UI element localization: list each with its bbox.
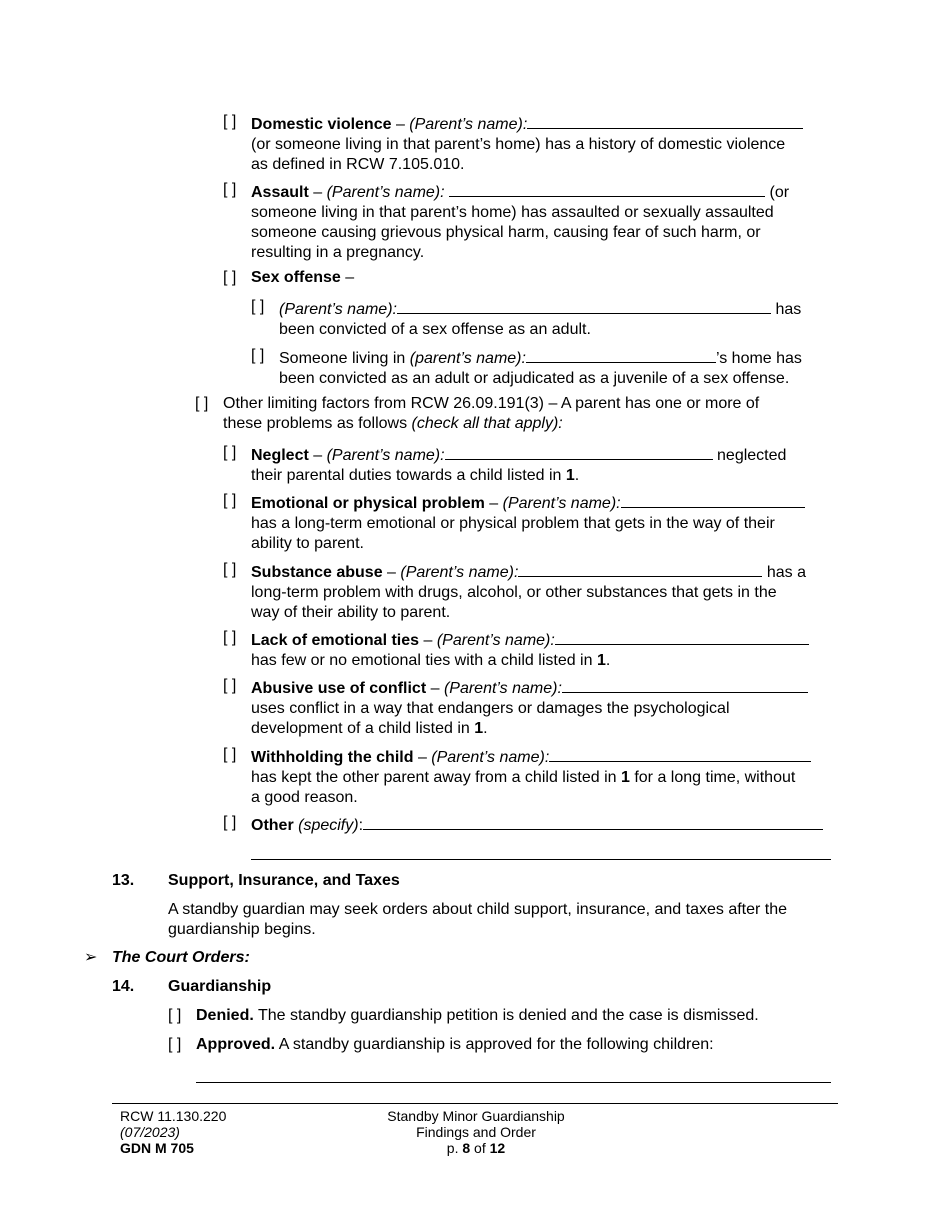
parent-name-field-withholding[interactable] <box>549 745 811 762</box>
checkbox-abusive-conflict[interactable]: [ ] <box>223 677 237 694</box>
parent-name-field-household[interactable] <box>526 346 716 363</box>
footer-page: p. 8 of 12 <box>446 1140 506 1156</box>
checkbox-lack-emotional-ties[interactable]: [ ] <box>223 629 237 646</box>
parent-name-field-ties[interactable] <box>555 628 809 645</box>
parent-name-field-assault[interactable] <box>449 180 765 197</box>
checkbox-sex-offense-household[interactable]: [ ] <box>251 347 265 364</box>
checkbox-withholding-child[interactable]: [ ] <box>223 746 237 763</box>
label-abusive-conflict: Abusive use of conflict <box>251 680 427 697</box>
section-13-title: Support, Insurance, and Taxes <box>168 872 400 889</box>
parent-name-field-conflict[interactable] <box>562 676 808 693</box>
label-sex-offense: Sex offense <box>251 269 341 286</box>
footer-date: (07/2023) <box>120 1124 180 1140</box>
section-14-title: Guardianship <box>168 978 272 995</box>
label-approved: Approved. <box>196 1036 276 1053</box>
checkbox-domestic-violence[interactable]: [ ] <box>223 113 237 130</box>
footer-center <box>346 1108 606 1156</box>
section-13-number: 13. <box>112 872 135 889</box>
label-other: Other <box>251 817 294 834</box>
other-specify-line-2[interactable] <box>251 859 831 860</box>
court-orders-heading: The Court Orders: <box>112 949 250 966</box>
parent-name-field-emotional[interactable] <box>621 491 805 508</box>
footer-left <box>120 1108 226 1156</box>
checkbox-other-limiting-factors[interactable]: [ ] <box>195 395 209 412</box>
footer-rcw: RCW 11.130.220 <box>120 1108 227 1124</box>
checkbox-sex-offense[interactable]: [ ] <box>223 269 237 286</box>
checkbox-substance-abuse[interactable]: [ ] <box>223 561 237 578</box>
parent-name-field-sex-offense[interactable] <box>397 297 771 314</box>
checkbox-denied[interactable]: [ ] <box>168 1007 182 1024</box>
label-denied: Denied. <box>196 1007 254 1024</box>
section-13-body: A standby guardian may seek orders about child support, insurance, and taxes after the guardianship begins. <box>168 901 788 938</box>
checkbox-approved[interactable]: [ ] <box>168 1036 182 1053</box>
court-orders-bullet: ➢ <box>84 949 98 966</box>
footer-title-2: Findings and Order <box>416 1124 536 1140</box>
label-neglect: Neglect <box>251 447 309 464</box>
footer-title-1: Standby Minor Guardianship <box>387 1108 565 1124</box>
checkbox-neglect[interactable]: [ ] <box>223 444 237 461</box>
other-specify-field[interactable] <box>363 813 823 830</box>
label-assault: Assault <box>251 184 309 201</box>
section-14-number: 14. <box>112 978 135 995</box>
label-substance-abuse: Substance abuse <box>251 564 383 581</box>
label-withholding-child: Withholding the child <box>251 749 414 766</box>
checkbox-other[interactable]: [ ] <box>223 814 237 831</box>
footer-form-number: GDN M 705 <box>120 1140 194 1156</box>
label-domestic-violence: Domestic violence <box>251 116 392 133</box>
parent-prompt: (Parent’s name): <box>409 116 528 133</box>
parent-name-field-neglect[interactable] <box>445 443 713 460</box>
checkbox-assault[interactable]: [ ] <box>223 181 237 198</box>
checkbox-emotional-physical[interactable]: [ ] <box>223 492 237 509</box>
label-emotional-physical: Emotional or physical problem <box>251 495 485 512</box>
parent-name-field-domestic-violence[interactable] <box>527 112 803 129</box>
footer-divider <box>112 1103 838 1104</box>
label-lack-emotional-ties: Lack of emotional ties <box>251 632 420 649</box>
approved-children-line[interactable] <box>196 1082 831 1083</box>
checkbox-sex-offense-parent[interactable]: [ ] <box>251 298 265 315</box>
parent-name-field-substance[interactable] <box>518 560 762 577</box>
